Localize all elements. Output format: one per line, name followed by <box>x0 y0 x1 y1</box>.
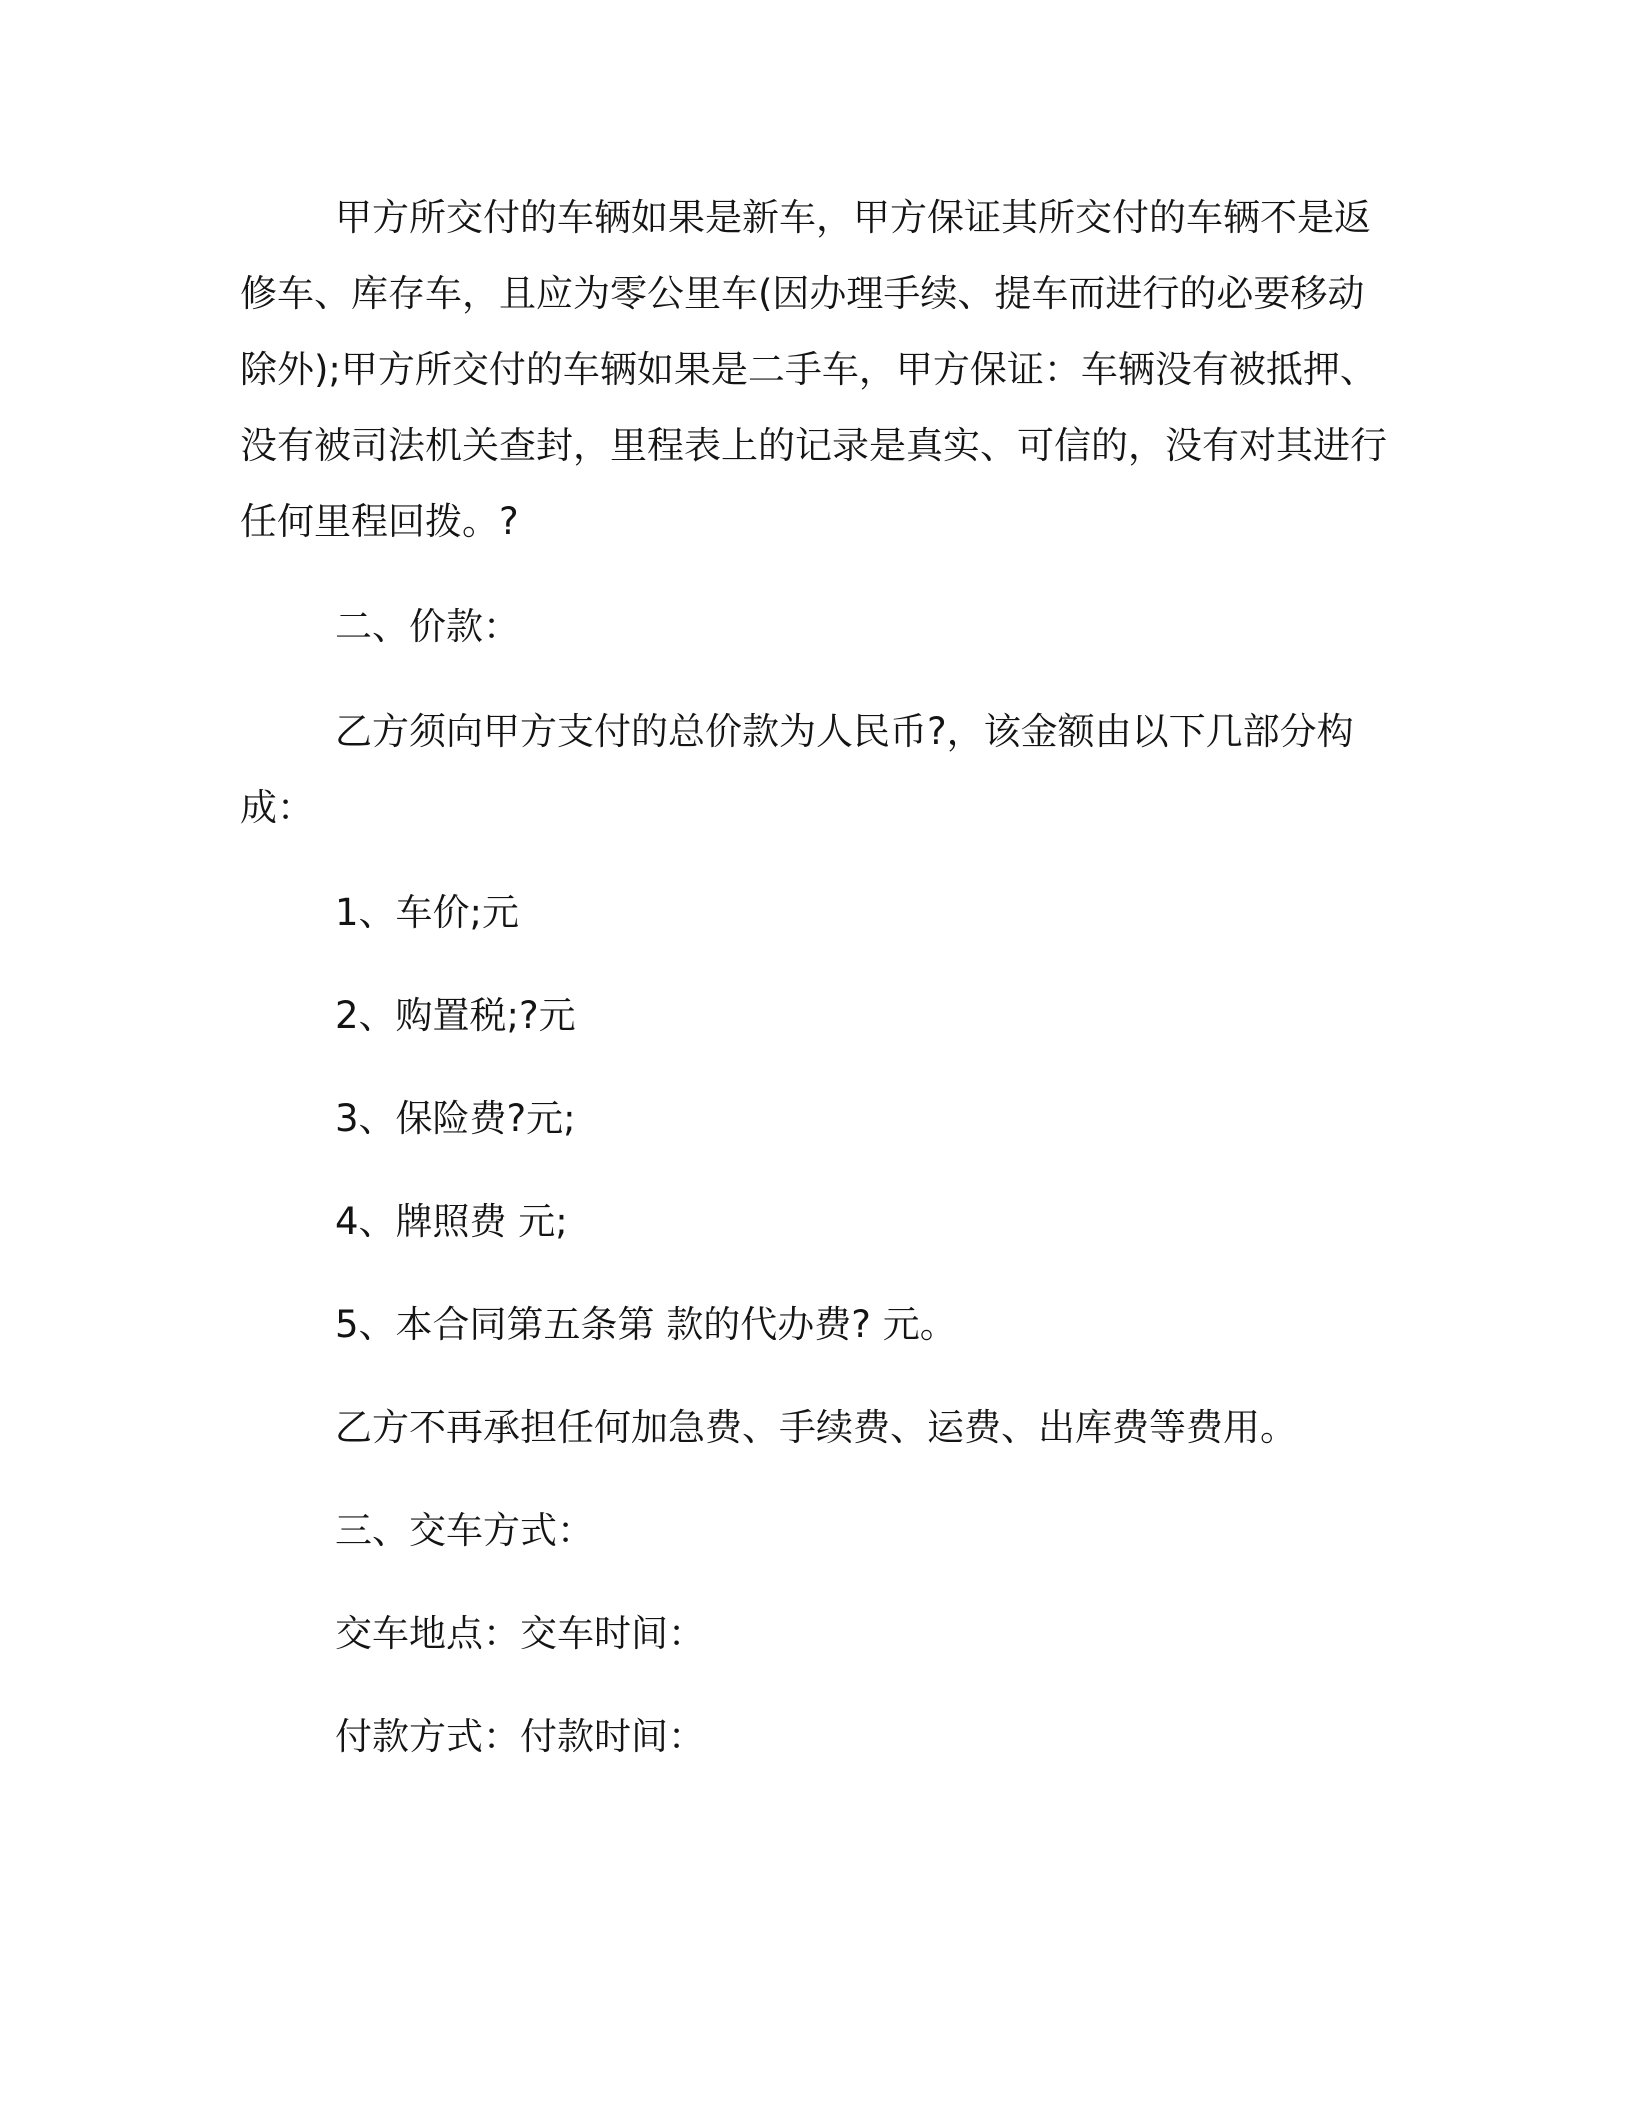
list-item-agency-fee: 5、本合同第五条第 款的代办费? 元。 <box>335 1303 957 1346</box>
note-no-extra-fees: 乙方不再承担任何加急费、手续费、运费、出库费等费用。 <box>335 1406 1297 1449</box>
delivery-place-time: 交车地点：交车时间： <box>335 1612 705 1655</box>
paragraph-vehicle-guarantee: 甲方所交付的车辆如果是新车，甲方保证其所交付的车辆不是返修车、库存车，且应为零公里车(因办理手续、提车而进行的必要移动除外);甲方所交付的车辆如果是二手车，甲方保证：车辆没有被抵押、没有被司法机关查封，里程表上的记录是真实、可信的，没有对其进行任何里程回拨。? <box>240 196 1387 543</box>
list-item-license-fee: 4、牌照费 元; <box>335 1200 568 1243</box>
list-item-purchase-tax: 2、购置税;?元 <box>335 994 576 1037</box>
heading-delivery: 三、交车方式： <box>335 1509 594 1552</box>
paragraph-total-price: 乙方须向甲方支付的总价款为人民币?，该金额由以下几部分构成： <box>240 710 1354 829</box>
heading-price: 二、价款： <box>335 605 520 648</box>
list-item-insurance-fee: 3、保险费?元; <box>335 1097 576 1140</box>
list-item-car-price: 1、车价;元 <box>335 891 520 934</box>
payment-method-time: 付款方式：付款时间： <box>335 1715 705 1758</box>
